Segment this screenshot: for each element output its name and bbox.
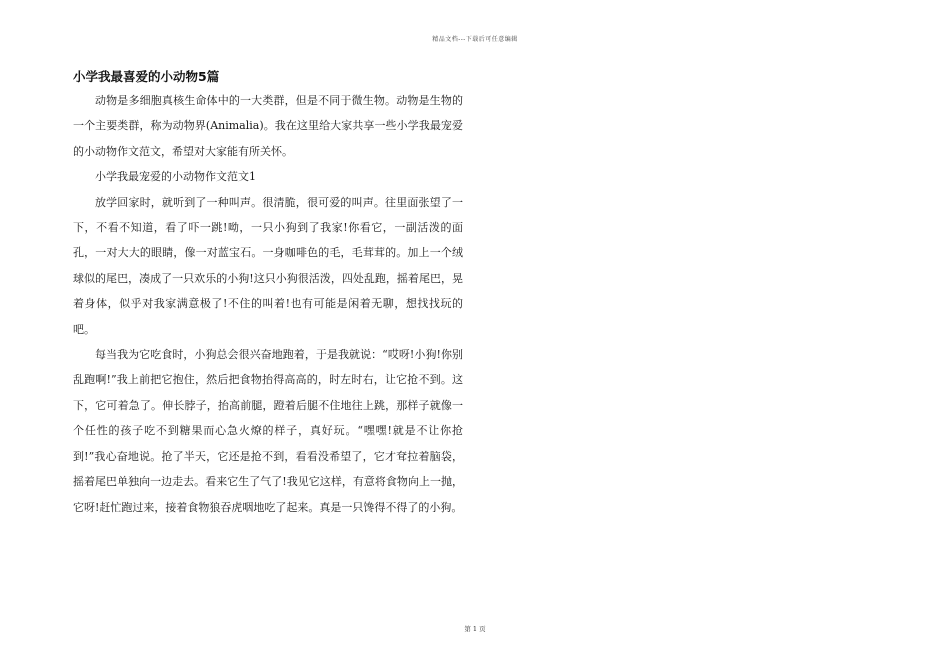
intro-paragraph: 动物是多细胞真核生命体中的一大类群，但是不同于微生物。动物是生物的一个主要类群，称为动物界(Animalia)。我在这里给大家共享一些小学我最宠爱的小动物作文范文，希望对大家能有所关怀。 [73,94,463,158]
section-heading: 小学我最宠爱的小动物作文范文1 [95,170,256,184]
page-number: 第 1 页 [464,625,486,633]
document-title: 小学我最喜爱的小动物5篇 [73,69,220,84]
body-paragraph: 放学回家时，就听到了一种叫声。很清脆，很可爱的叫声。往里面张望了一下，不看不知道，看了吓一跳!呦，一只小狗到了我家!你看它，一副活泼的面孔，一对大大的眼睛，像一对蓝宝石。一身咖啡色的毛，毛茸茸的。加上一个绒球似的尾巴，凑成了一只欢乐的小狗!这只小狗很活泼，四处乱跑，摇着尾巴，晃着身体，似乎对我家满意极了!不住的叫着!也有可能是闲着无聊，想找找玩的吧。 [73,195,463,336]
body-paragraph: 每当我为它吃食时，小狗总会很兴奋地跑着，于是我就说：“哎呀!小狗!你别乱跑啊!”我上前把它抱住，然后把食物抬得高高的，时左时右，让它抢不到。这下，它可着急了。伸长脖子，抬高前腿，蹬着后腿不住地往上跳，那样子就像一个任性的孩子吃不到糖果而心急火燎的样子，真好玩。“嘿嘿!就是不让你抢到!”我心奋地说。抢了半天，它还是抢不到，看看没希望了，它才耷拉着脑袋，摇着尾巴单独向一边走去。看来它生了气了!我见它这样，有意将食物向上一抛，它呀!赶忙跑过来，接着食物狼吞虎咽地吃了起来。真是一只馋得不得了的小狗。 [73,348,463,514]
document-body [73,88,463,520]
header-note: 精品文档---下载后可任意编辑 [432,36,518,43]
